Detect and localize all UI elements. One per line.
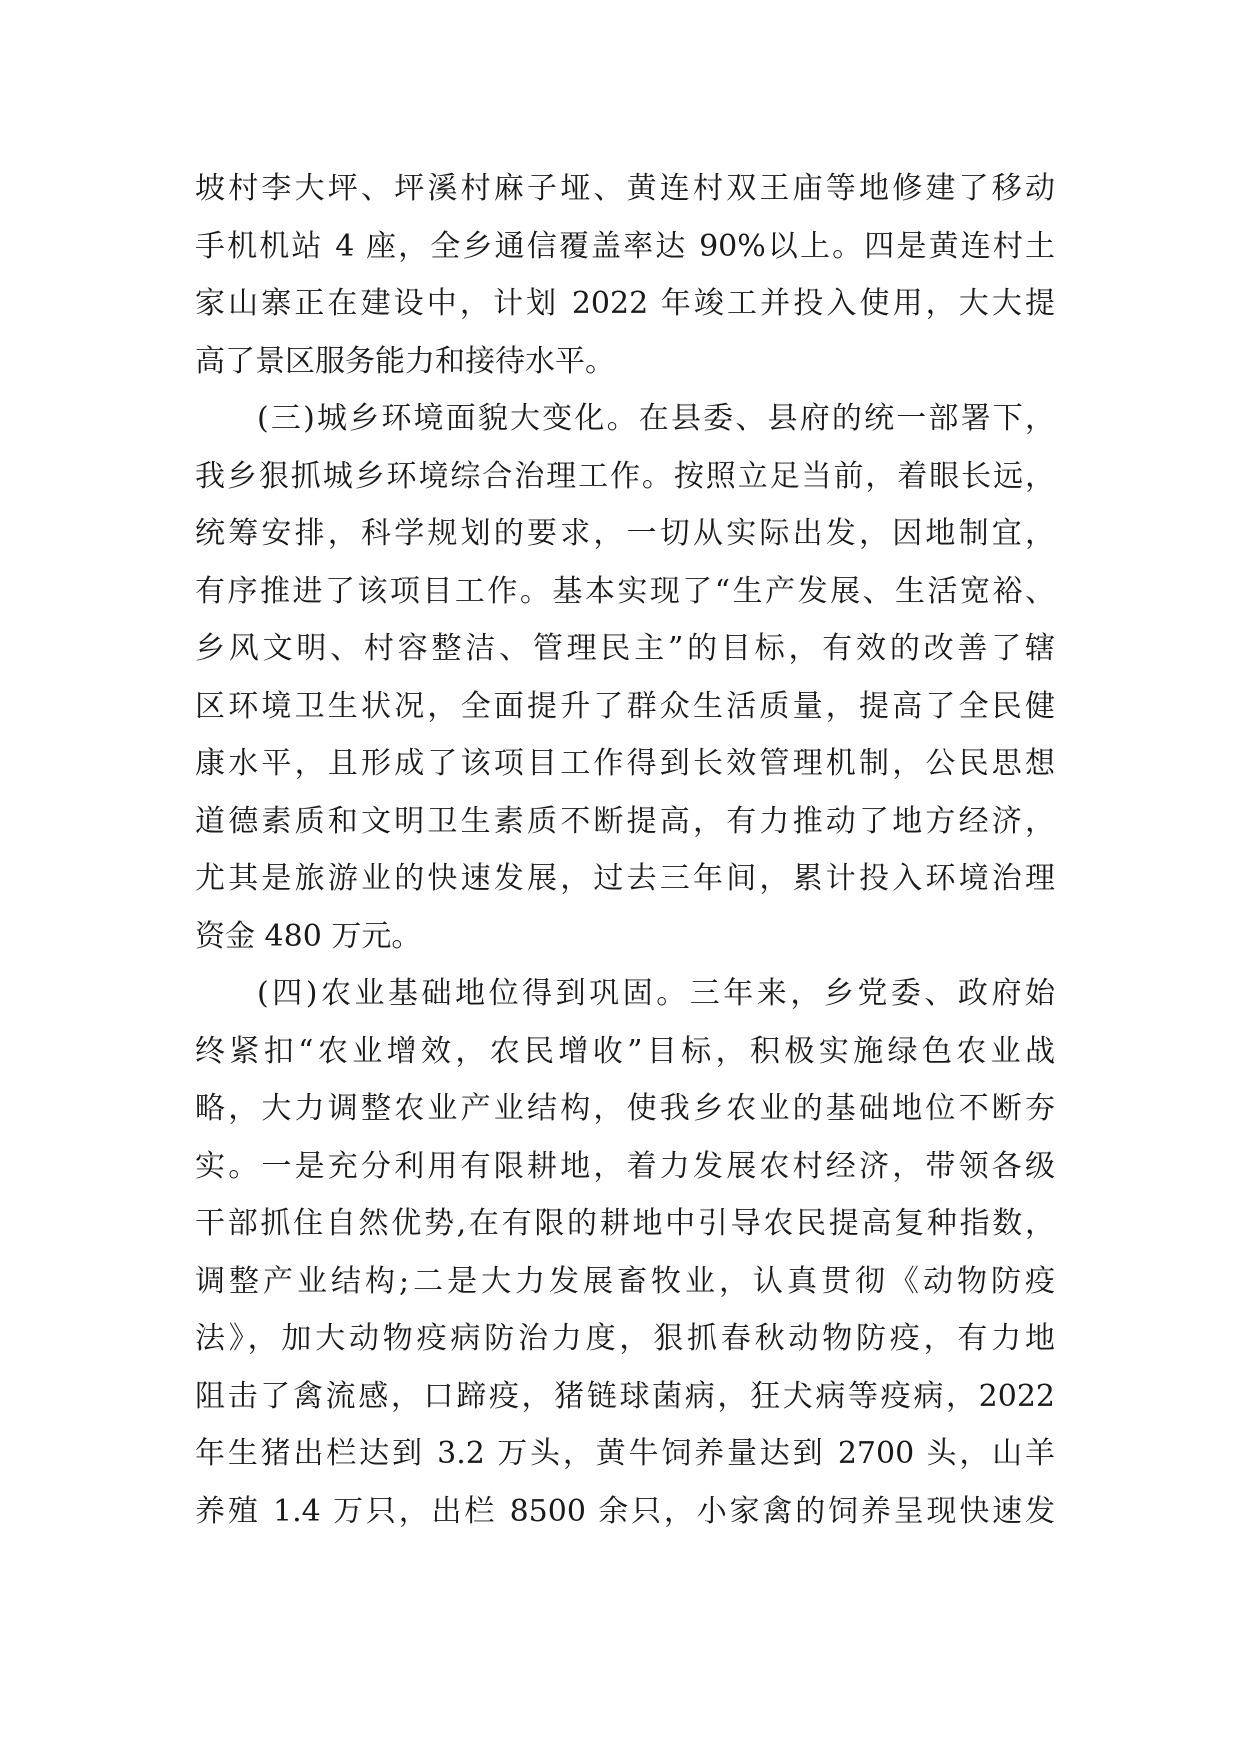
body-text	[195, 160, 1055, 1540]
text-line: 年生猪出栏达到 3.2 万头，黄牛饲养量达到 2700 头，山羊	[195, 1436, 1055, 1471]
text-line: 尤其是旅游业的快速发展，过去三年间，累计投入环境治理	[195, 861, 1055, 896]
text-line: 坡村李大坪、坪溪村麻子垭、黄连村双王庙等地修建了移动	[195, 171, 1055, 206]
text-line: 统筹安排，科学规划的要求，一切从实际出发，因地制宜，	[195, 516, 1055, 551]
text-line: 有序推进了该项目工作。基本实现了“生产发展、生活宽裕、	[195, 573, 1055, 609]
text-line: 康水平，且形成了该项目工作得到长效管理机制，公民思想	[195, 746, 1055, 781]
text-line: 略，大力调整农业产业结构，使我乡农业的基础地位不断夯	[195, 1091, 1055, 1126]
text-line: 手机机站 4 座，全乡通信覆盖率达 90%以上。四是黄连村土	[195, 228, 1055, 264]
text-line: 资金 480 万元。	[195, 918, 422, 954]
text-line: 法》，加大动物疫病防治力度，狠抓春秋动物防疫，有力地	[195, 1321, 1055, 1356]
text-line: 调整产业结构;二是大力发展畜牧业，认真贯彻《动物防疫	[195, 1263, 1055, 1299]
text-line: 干部抓住自然优势,在有限的耕地中引导农民提高复种指数，	[195, 1206, 1055, 1241]
text-line: 区环境卫生状况，全面提升了群众生活质量，提高了全民健	[195, 688, 1055, 724]
text-line: 道德素质和文明卫生素质不断提高，有力推动了地方经济，	[195, 803, 1055, 839]
text-line: 我乡狠抓城乡环境综合治理工作。按照立足当前，着眼长远，	[195, 458, 1055, 494]
text-line: 养殖 1.4 万只，出栏 8500 余只，小家禽的饲养呈现快速发	[195, 1493, 1055, 1529]
text-line: 阻击了禽流感，口蹄疫，猪链球菌病，狂犬病等疫病，2022	[195, 1378, 1055, 1414]
section-heading-line: (四)农业基础地位得到巩固。三年来，乡党委、政府始	[257, 976, 1055, 1011]
text-line: 乡风文明、村容整洁、管理民主”的目标，有效的改善了辖	[195, 631, 1055, 666]
section-heading-line: (三)城乡环境面貌大变化。在县委、县府的统一部署下，	[257, 401, 1055, 436]
text-line: 高了景区服务能力和接待水平。	[195, 343, 615, 379]
text-line: 终紧扣“农业增效，农民增收”目标，积极实施绿色农业战	[195, 1033, 1055, 1069]
text-line: 家山寨正在建设中，计划 2022 年竣工并投入使用，大大提	[195, 286, 1055, 321]
text-line: 实。一是充分利用有限耕地，着力发展农村经济，带领各级	[195, 1148, 1055, 1184]
